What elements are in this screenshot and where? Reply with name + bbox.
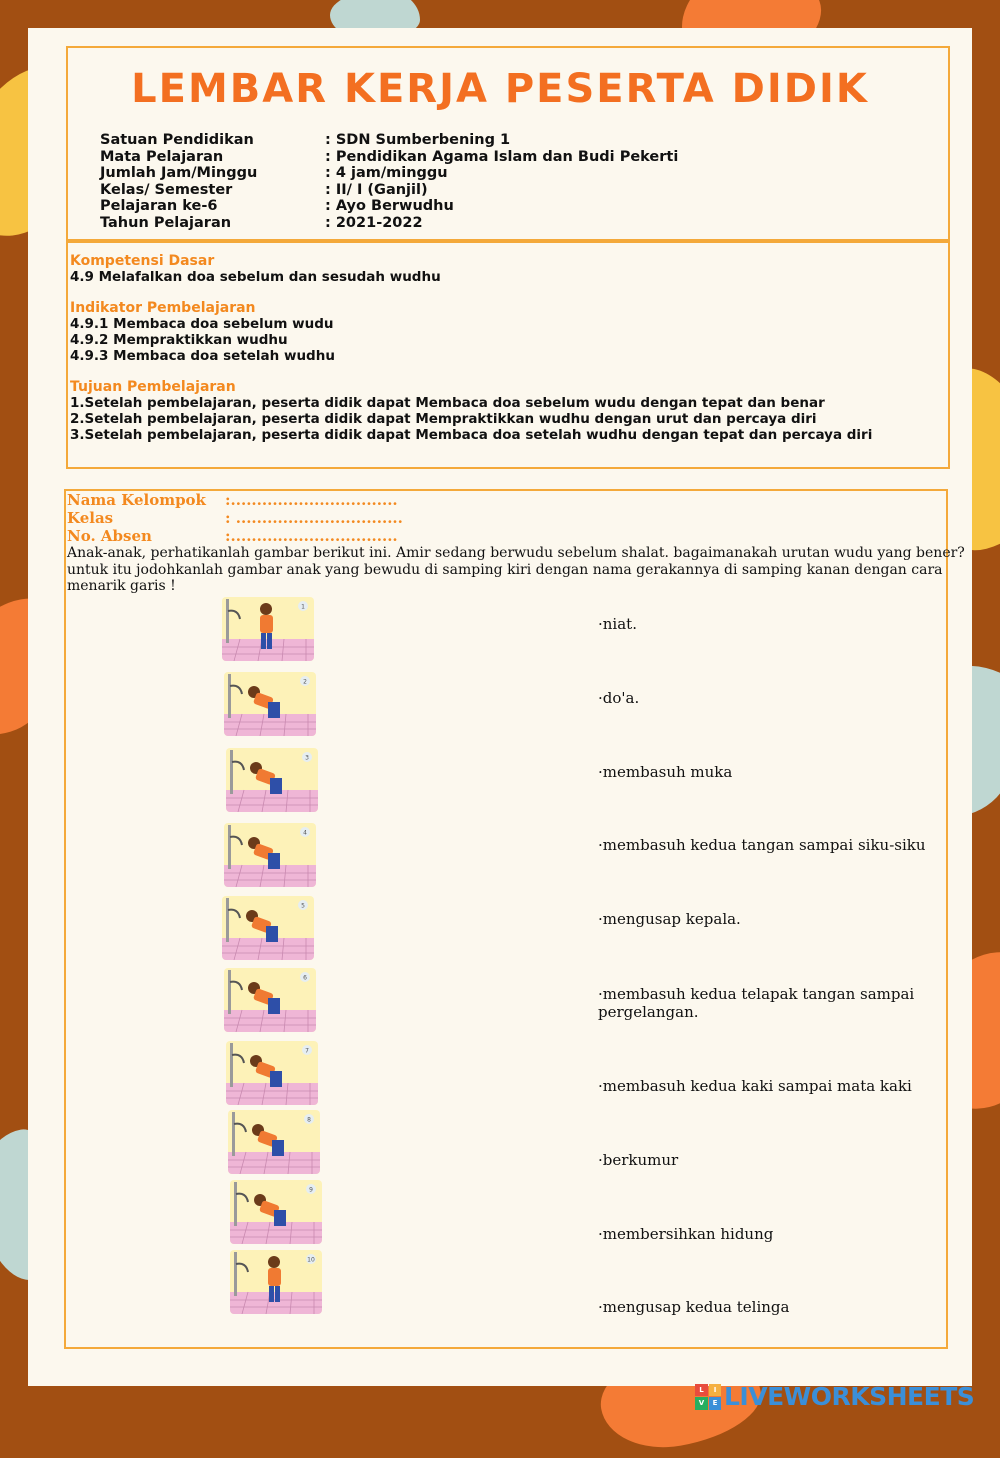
identity-label: Kelas — [67, 509, 114, 527]
meta-row — [100, 165, 678, 182]
wudu-step-label[interactable]: ·niat. — [598, 615, 637, 633]
wudu-step-picture[interactable] — [222, 896, 314, 960]
indikator-item: 4.9.1 Membaca doa sebelum wudu — [70, 316, 334, 332]
meta-value: : Ayo Berwudhu — [325, 198, 454, 214]
meta-value: : II/ I (Ganjil) — [325, 181, 428, 198]
identity-row[interactable] — [67, 509, 403, 527]
wudu-step-picture[interactable] — [230, 1250, 322, 1314]
wudu-step-picture[interactable] — [224, 823, 316, 887]
page-title: LEMBAR KERJA PESERTA DIDIK — [131, 66, 869, 112]
wudu-step-label[interactable]: ·membasuh kedua tangan sampai siku-siku — [598, 836, 926, 854]
meta-label: Tahun Pelajaran — [100, 214, 232, 231]
meta-row — [100, 149, 678, 166]
kompetensi-item: 4.9 Melafalkan doa sebelum dan sesudah wudhu — [70, 269, 441, 285]
meta-info — [100, 132, 678, 231]
attendance-number-field[interactable]: :................................ — [225, 527, 398, 545]
identity-label: No. Absen — [67, 527, 152, 545]
wudu-step-label[interactable]: ·mengusap kedua telinga — [598, 1298, 790, 1316]
tujuan-heading: Tujuan Pembelajaran — [70, 379, 236, 395]
wudu-step-picture[interactable] — [230, 1180, 322, 1244]
svg-text:9: 9 — [309, 1186, 313, 1194]
identity-label: Nama Kelompok — [67, 491, 206, 509]
wudu-step-picture[interactable] — [226, 748, 318, 812]
identity-row[interactable] — [67, 527, 403, 545]
meta-value: : SDN Sumberbening 1 — [325, 132, 511, 148]
wudu-step-label[interactable]: ·berkumur — [598, 1151, 679, 1169]
tujuan-item: 1.Setelah pembelajaran, peserta didik dapat Membaca doa sebelum wudu dengan tepat dan benar — [70, 395, 825, 411]
svg-text:4: 4 — [303, 829, 307, 837]
liveworksheets-logo-icon: L I V E — [695, 1384, 721, 1410]
meta-row — [100, 132, 678, 149]
svg-text:5: 5 — [301, 902, 305, 910]
wudu-step-label[interactable]: ·membasuh kedua kaki sampai mata kaki — [598, 1077, 912, 1095]
meta-label: Satuan Pendidikan — [100, 132, 254, 148]
meta-label: Mata Pelajaran — [100, 148, 224, 165]
group-name-field[interactable]: :................................ — [225, 491, 398, 509]
wudu-step-label[interactable]: ·membersihkan hidung — [598, 1225, 774, 1243]
identity-row[interactable] — [67, 491, 403, 509]
meta-value: : 4 jam/minggu — [325, 165, 448, 181]
meta-label: Pelajaran ke-6 — [100, 198, 218, 214]
svg-text:8: 8 — [307, 1116, 311, 1124]
class-field[interactable]: : ................................ — [225, 509, 403, 527]
indikator-heading: Indikator Pembelajaran — [70, 300, 256, 316]
wudu-step-picture[interactable] — [228, 1110, 320, 1174]
meta-label: Jumlah Jam/Minggu — [100, 165, 258, 181]
meta-value: : 2021-2022 — [325, 214, 423, 231]
wudu-step-label[interactable]: ·do'a. — [598, 689, 640, 707]
wudu-step-picture[interactable] — [226, 1041, 318, 1105]
indikator-item: 4.9.3 Membaca doa setelah wudhu — [70, 348, 335, 364]
watermark — [695, 1382, 974, 1411]
wudu-step-label[interactable]: ·membasuh muka — [598, 763, 733, 781]
meta-row — [100, 215, 678, 232]
meta-label: Kelas/ Semester — [100, 181, 233, 198]
meta-row — [100, 198, 678, 215]
svg-text:7: 7 — [305, 1047, 309, 1055]
wudu-step-label[interactable]: ·mengusap kepala. — [598, 910, 741, 928]
identity-fields — [67, 491, 403, 545]
wudu-step-picture[interactable] — [222, 597, 314, 661]
kompetensi-heading: Kompetensi Dasar — [70, 253, 215, 269]
tujuan-item: 3.Setelah pembelajaran, peserta didik dapat Membaca doa setelah wudhu dengan tepat dan percaya diri — [70, 427, 873, 443]
meta-value: : Pendidikan Agama Islam dan Budi Pekerti — [325, 148, 679, 165]
tujuan-item: 2.Setelah pembelajaran, peserta didik dapat Mempraktikkan wudhu dengan urut dan percaya diri — [70, 411, 817, 427]
svg-text:10: 10 — [307, 1256, 315, 1264]
watermark-text: LIVEWORKSHEETS — [724, 1382, 975, 1411]
indikator-item: 4.9.2 Mempraktikkan wudhu — [70, 332, 288, 348]
svg-text:2: 2 — [303, 678, 307, 686]
svg-text:6: 6 — [303, 974, 307, 982]
instruction-text: Anak-anak, perhatikanlah gambar berikut ini. Amir sedang berwudu sebelum shalat. bagaimanakah urutan wudu yang bener? untuk itu jodohkanlah gambar anak yang bewudu di samping kiri dengan nama gerakannya di samping kanan dengan cara menarik garis ! — [67, 545, 965, 594]
svg-text:3: 3 — [305, 754, 309, 762]
objectives-section — [70, 253, 872, 443]
wudu-step-picture[interactable] — [224, 672, 316, 736]
wudu-step-label[interactable]: ·membasuh kedua telapak tangan sampai pergelangan. — [598, 985, 915, 1021]
wudu-step-picture[interactable] — [224, 968, 316, 1032]
svg-text:1: 1 — [301, 603, 305, 611]
meta-row — [100, 182, 678, 199]
